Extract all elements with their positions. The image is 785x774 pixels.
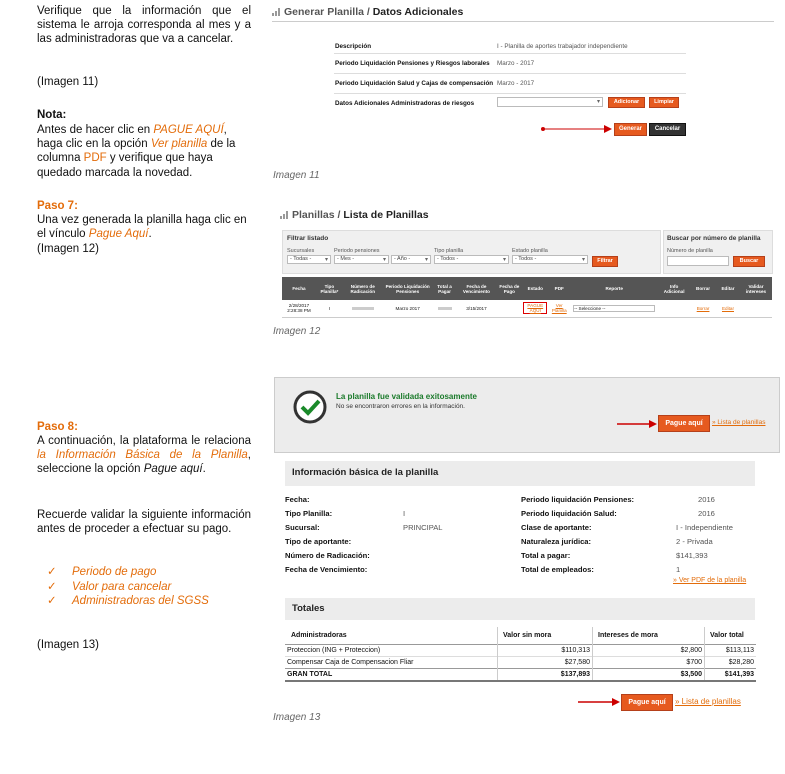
success-title: La planilla fue validada exitosamente <box>336 392 477 401</box>
pague-aqui-ref: PAGUE AQUÍ <box>153 124 224 136</box>
col-header: Fecha <box>292 286 306 291</box>
pague-aqui-button[interactable]: Pague aquí <box>658 415 710 432</box>
ver-planilla-link[interactable]: Ver Planilla <box>551 303 567 314</box>
img13-caption: Imagen 13 <box>273 712 321 723</box>
col-header: Info Adicional <box>663 283 685 294</box>
col-header: Total a Pagar <box>437 283 452 294</box>
info-left-table <box>285 492 515 576</box>
filter-label: Periodo pensiones <box>334 248 380 254</box>
row-value: Marzo - 2017 <box>497 59 535 67</box>
row-label: Periodo Liquidación Salud y Cajas de compensación <box>335 79 494 87</box>
totales-title: Totales <box>292 603 325 614</box>
col-header: Reporte <box>605 286 623 291</box>
estado-select[interactable]: - Todos - ▾ <box>512 255 588 264</box>
col-header: Valor sin mora <box>498 627 593 644</box>
cell-reporte <box>570 300 658 317</box>
img11-header: Generar Planilla / Datos Adicionales <box>272 6 463 18</box>
ver-planilla-ref: Ver planilla <box>150 138 208 151</box>
pdf-ref: PDF <box>83 152 107 165</box>
info-label: Fecha de Vencimiento: <box>285 564 368 574</box>
img12-caption: Imagen 12 <box>273 326 321 337</box>
intro-ref: (Imagen 11) <box>37 76 99 88</box>
info-right-table <box>521 492 761 576</box>
buscar-button[interactable]: Buscar <box>733 256 765 267</box>
numero-label: Número de planilla <box>667 248 713 254</box>
cancelar-button[interactable]: Cancelar <box>649 123 686 136</box>
divider <box>272 21 774 22</box>
info-value <box>403 534 515 548</box>
cell-radicacion <box>343 300 383 317</box>
bars-icon <box>272 8 282 16</box>
info-label: Tipo de aportante: <box>285 536 352 546</box>
img12-header: Planillas / Lista de Planillas <box>280 209 429 221</box>
check-icon: ✓ <box>47 580 57 593</box>
info-value: 2016 <box>698 494 715 504</box>
riesgos-select[interactable] <box>497 97 603 107</box>
filtrar-button[interactable]: Filtrar <box>592 256 618 267</box>
cell-validar <box>740 300 772 317</box>
anio-select[interactable]: - Año - ▾ <box>391 255 431 264</box>
info-label: Fecha: <box>285 494 310 504</box>
numero-input[interactable] <box>667 256 729 266</box>
totales-table <box>285 627 756 682</box>
check-item: ✓ Periodo de pago <box>47 566 157 578</box>
buscar-title: Buscar por número de planilla <box>667 235 761 242</box>
filter-title: Filtrar listado <box>287 235 329 242</box>
paso8-ref: (Imagen 13) <box>37 639 100 651</box>
arrow-icon <box>540 124 612 134</box>
editar-link[interactable]: Editar <box>721 305 734 311</box>
cell-total <box>433 300 457 317</box>
info-value: I <box>403 508 406 518</box>
success-sub: No se encontraron errores en la información. <box>336 403 465 410</box>
row-value: Marzo - 2017 <box>497 79 535 87</box>
info-basica-ref: la Información Básica de la Planilla <box>37 449 248 462</box>
planillas-table <box>282 277 772 318</box>
info-value <box>403 562 515 576</box>
info-value: PRINCIPAL <box>403 522 443 532</box>
filter-label: Sucursales <box>287 248 315 254</box>
ver-pdf-link[interactable]: » Ver PDF de la planilla <box>673 577 747 584</box>
totales-header-bar <box>285 598 755 620</box>
info-value: $141,393 <box>676 550 708 560</box>
cell-pago <box>496 300 522 317</box>
row-label: Datos Adicionales Administradoras de riesgos <box>335 99 475 107</box>
reporte-select[interactable]: -- Seleccione -- <box>573 305 655 312</box>
lista-planillas-link[interactable]: » Lista de planillas <box>712 419 766 426</box>
info-label: Clase de aportante: <box>521 522 592 532</box>
col-header: PDF <box>554 286 564 291</box>
checklist <box>37 565 257 609</box>
col-header: Periodo Liquidación Pensiones <box>385 283 430 294</box>
info-value <box>403 492 515 506</box>
paso8-title: Paso 8: <box>37 421 78 433</box>
info-label: Sucursal: <box>285 522 320 532</box>
cell-tipo: I <box>328 305 331 311</box>
cell-pdf <box>548 300 570 317</box>
row-label: Periodo Liquidación Pensiones y Riesgos laborales <box>335 59 490 67</box>
sucursales-select[interactable]: - Todas - ▾ <box>287 255 331 264</box>
col-header: Fecha de Vencimiento <box>462 283 490 294</box>
col-header: Tipo Planilla* <box>320 283 339 294</box>
intro-paragraph: Verifique que la información que el sistema le arroja corresponda al mes y a las administradoras que va a cancelar. <box>37 5 251 46</box>
check-icon: ✓ <box>47 566 57 578</box>
cell-editar <box>716 300 740 317</box>
recuerde-paragraph: Recuerde validar la siguiente información antes de proceder a efectuar su pago. <box>37 509 251 536</box>
limpiar-button[interactable]: Limpiar <box>649 97 679 108</box>
gran-total-row: GRAN TOTAL $137,893 $3,500 $141,393 <box>285 668 756 681</box>
row-label: Descripción <box>335 42 372 50</box>
info-label: Tipo Planilla: <box>285 508 333 518</box>
cell-borrar <box>690 300 716 317</box>
lista-planillas-link-2[interactable]: » Lista de planillas <box>675 697 741 706</box>
cell-estado <box>522 300 548 317</box>
cell-periodo: Marzo 2017 <box>395 305 420 311</box>
pague-aqui-ref-2: Pague Aquí <box>88 228 149 241</box>
check-item: ✓ Valor para cancelar <box>47 580 172 593</box>
table-row <box>282 300 772 317</box>
paso7-ref: (Imagen 12) <box>37 243 100 255</box>
nota-title: Nota: <box>37 109 67 121</box>
cell-venc: 3/15/2017 <box>466 305 487 311</box>
info-label: Número de Radicación: <box>285 550 370 560</box>
check-circle-icon <box>293 390 327 424</box>
col-header: Intereses de mora <box>593 627 705 644</box>
mes-select[interactable]: - Mes - ▾ <box>334 255 389 264</box>
bars-icon <box>280 211 290 219</box>
cell-fecha: 2/28/2017 2:28:38 PM <box>287 303 311 314</box>
info-value: 2016 <box>698 508 715 518</box>
paso7-paragraph: Una vez generada la planilla haga clic en el vínculo Pague Aquí. <box>37 214 247 241</box>
info-value: 1 <box>676 564 681 574</box>
info-label: Periodo liquidación Salud: <box>521 508 617 518</box>
info-label: Total a pagar: <box>521 550 571 560</box>
table-row: Compensar Caja de Compensacion Fliar $27,580 $700 $28,280 <box>285 656 756 668</box>
table-row: Proteccion (ING + Proteccion) $110,313 $2,800 $113,113 <box>285 644 756 656</box>
info-label: Periodo liquidación Pensiones: <box>521 494 635 504</box>
paso8-paragraph: A continuación, la plataforma le relaciona la Información Básica de la Planilla, seleccione la opción Pague aquí. <box>37 435 251 476</box>
info-value <box>403 548 515 562</box>
col-header: Fecha de Pago <box>499 283 520 294</box>
cell-info <box>658 300 690 317</box>
nota-paragraph: Antes de hacer clic en PAGUE AQUÍ, haga clic en la opción Ver planilla de la columna PDF y verifique que haya quedado marcada la novedad. <box>37 124 236 179</box>
info-value: I - Independiente <box>676 522 733 532</box>
filter-label: Estado planilla <box>512 248 548 254</box>
generar-button[interactable]: Generar <box>614 123 647 136</box>
col-header: Borrar <box>696 286 711 291</box>
info-label: Naturaleza jurídica: <box>521 536 592 546</box>
col-header: Estado <box>527 286 543 291</box>
row-value: I - Planilla de aportes trabajador independiente <box>497 42 628 50</box>
col-header: Administradoras <box>291 631 347 639</box>
pague-aqui-ref-3: Pague aquí <box>143 463 203 476</box>
info-title: Información básica de la planilla <box>292 467 439 478</box>
adicionar-button[interactable]: Adicionar <box>608 97 645 108</box>
filter-label: Tipo planilla <box>434 248 464 254</box>
arrow-icon <box>578 697 620 707</box>
check-icon: ✓ <box>47 595 57 607</box>
pague-aqui-button-2[interactable]: Pague aquí <box>621 694 673 711</box>
info-label: Total de empleados: <box>521 564 594 574</box>
info-value: 2 - Privada <box>676 536 713 546</box>
tipo-select[interactable]: - Todos - ▾ <box>434 255 509 264</box>
paso7-title: Paso 7: <box>37 200 78 212</box>
img11-caption: Imagen 11 <box>273 170 320 181</box>
arrow-icon <box>617 419 657 429</box>
col-header: Editar <box>721 286 735 291</box>
col-header: Número de Radicación <box>350 283 376 294</box>
col-header: Validar intereses <box>745 283 767 294</box>
col-header: Valor total <box>705 627 757 644</box>
check-item: ✓ Administradoras del SGSS <box>47 595 209 607</box>
pague-aqui-link[interactable]: PAGUE AQUÍ <box>523 302 547 314</box>
borrar-link[interactable]: Borrar <box>696 305 710 311</box>
